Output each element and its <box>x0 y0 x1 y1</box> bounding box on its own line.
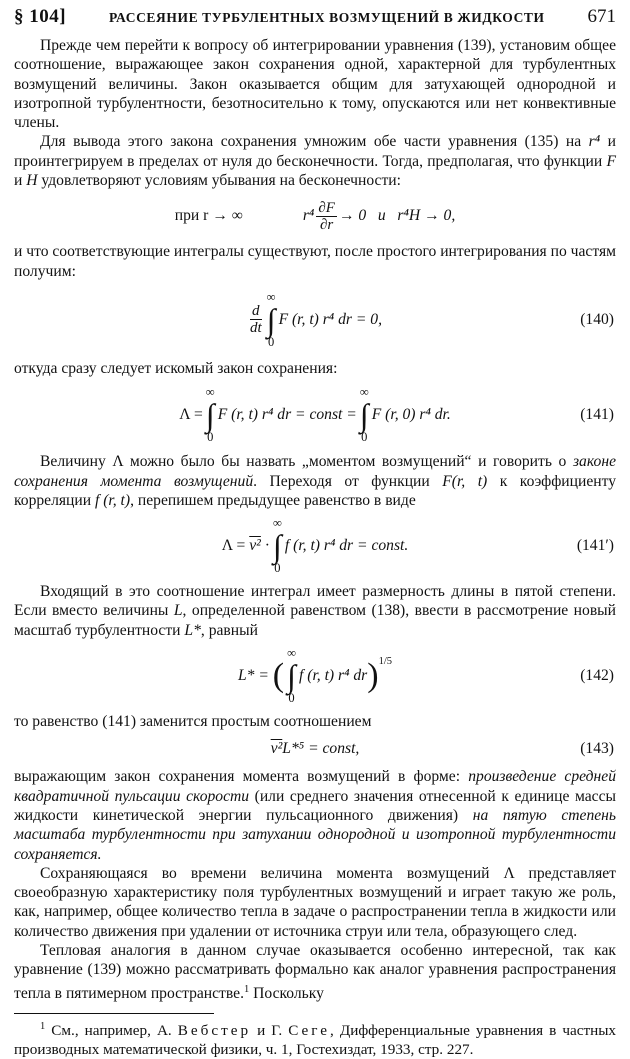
equation-140: $\frac{d}{dt}$ ∞ ∫ 0 F (r, t) r⁴ dr = 0, (140) <box>249 289 614 349</box>
equation-number: (141) <box>580 406 614 424</box>
paragraph-9: Сохраняющаяся во времени величина момента возмущений Λ представляет своеобразную характеристику поля турбулентных возмущений и играет такую же роль, как, например, общее количество тепла в задаче о распространении тепла в жидкости или количество движения при удалении от источника струи или тела, образующего след. <box>14 864 616 940</box>
equation-number: (141′) <box>576 537 614 555</box>
equation-number: (143) <box>580 740 614 758</box>
equation-141: Λ = ∞ ∫ 0 F (r, t) r⁴ dr = const = ∞ ∫ 0 F (r, 0) r⁴ dr. (141) <box>179 385 614 445</box>
equation-number: (140) <box>580 310 614 328</box>
footnote-marker: 1 <box>243 983 250 995</box>
paragraph-3: и что соответствующие интегралы существуют, после простого интегрирования по частям получим: <box>14 243 616 280</box>
paragraph-10: Тепловая аналогия в данном случае оказывается особенно интересной, так как уравнение (139) можно рассматривать формально как аналог уравнения распространения тепла в пятимерном пространстве.$^1$ Поскольку <box>14 942 616 1002</box>
equation-141-prime: Λ = v² · ∞ ∫ 0 f (r, t) r⁴ dr = const. (141′) <box>221 516 614 576</box>
running-title: РАССЕЯНИЕ ТУРБУЛЕНТНЫХ ВОЗМУЩЕНИЙ В ЖИДКОСТИ <box>108 10 545 25</box>
paragraph-2: Для вывода этого закона сохранения умножим обе части уравнения (135) на r⁴ и проинтегрируем в пределах от нуля до бесконечности. Тогда, предполагая, что функции F и H удовлетворяют условиям убывания на бесконечности: <box>14 133 616 190</box>
paragraph-8: выражающим закон сохранения момента возмущений в форме: произведение средней квадратичной пульсации скорости (или среднего значения отнесенной к единице массы жидкости кинетической энергии пульсационного движения) на пятую степень масштаба турбулентности при затухании однородной и изотропной турбулентности сохраняется. <box>14 768 616 863</box>
footnote-divider <box>14 1013 214 1014</box>
condition-equation: при r → ∞ r⁴ $\frac{\partial F}{\partial r}$ → 0 и r⁴H → 0, <box>174 199 456 233</box>
footnote: $^1$ См., например, А. Вебстер и Г. Сеге, Дифференциальные уравнения в частных производных математической физики, ч. 1, Гостехиздат, 1933, стр. 227. <box>14 1021 617 1058</box>
section-number: § 104] <box>14 6 67 27</box>
equation-number: (142) <box>580 667 614 685</box>
paragraph-7: то равенство (141) заменится простым соотношением <box>14 713 372 731</box>
paragraph-6: Входящий в это соотношение интеграл имеет размерность длины в пятой степени. Если вместо величины L, определенной равенством (138), ввести в рассмотрение новый масштаб турбулентности L*, равный <box>14 583 616 639</box>
equation-143: v² L*⁵ = const, (143) <box>270 740 614 758</box>
equation-142: L* = ( ∞ ∫ 0 f (r, t) r⁴ dr ) $^{1/5}$ (142) <box>237 646 614 706</box>
paragraph-5: Величину Λ можно было бы назвать „моментом возмущений“ и говорить о законе сохранения момента возмущений. Переходя от функции F(r, t) к коэффициенту корреляции f (r, t), перепишем предыдущее равенство в виде <box>14 453 617 509</box>
running-header <box>14 6 616 36</box>
paragraph-4: откуда сразу следует искомый закон сохранения: <box>14 359 338 377</box>
paragraph-1: Прежде чем перейти к вопросу об интегрировании уравнения (139), установим общее соотношение, выражающее закон сохранения одной, характерной для турбулентных возмущений величины. Закон оказывается общим для затухающей однородной и изотропной турбулентности, безотносительно к тому, опускаются или нет конвективные члены. <box>14 37 616 132</box>
page-number: 671 <box>587 6 616 27</box>
